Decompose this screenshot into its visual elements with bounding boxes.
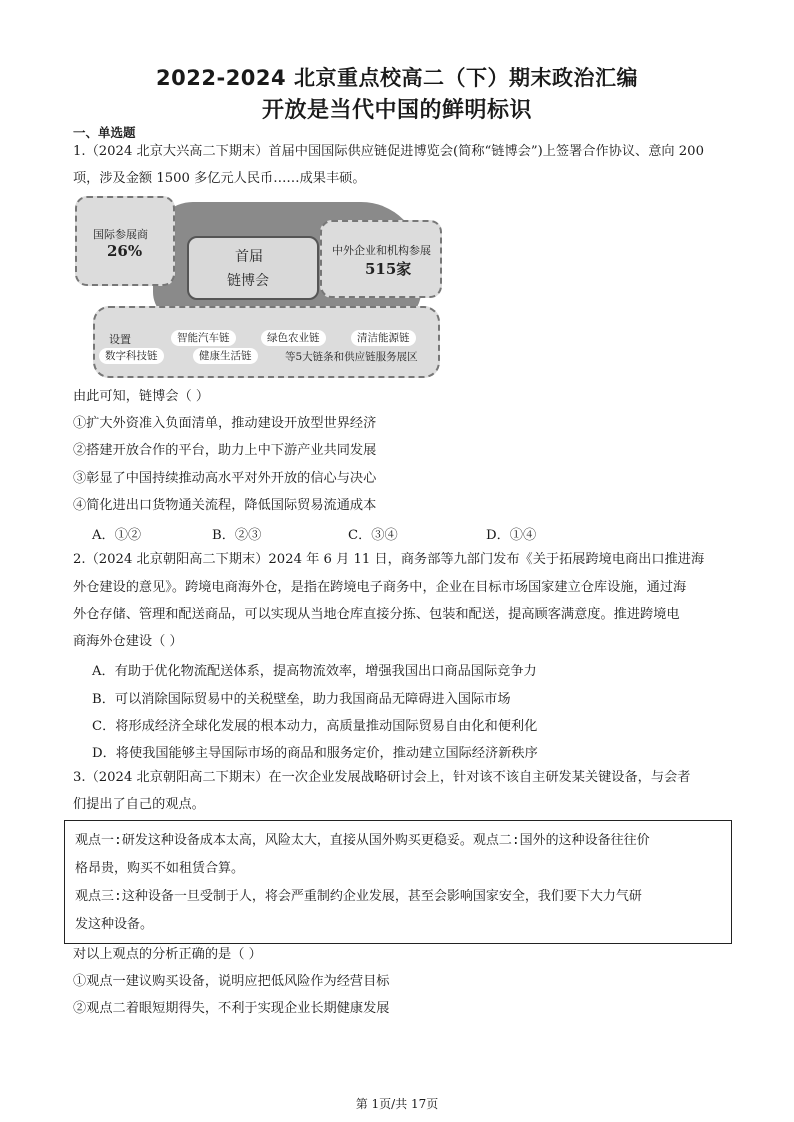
q3-stem: 对以上观点的分析正确的是（ ） bbox=[73, 947, 262, 962]
q1-text-line1: 1.（2024 北京大兴高二下期末）首届中国国际供应链促进博览会(简称“链博会”)上签署合作协议、意向 200 bbox=[73, 144, 704, 159]
figure-chip: 数字科技链 bbox=[99, 348, 164, 364]
figure-center-line2: 链博会 bbox=[227, 273, 269, 289]
figure-chip: 健康生活链 bbox=[193, 348, 258, 364]
q1-text-line2: 项，涉及金额 1500 多亿元人民币……成果丰硕。 bbox=[73, 171, 366, 186]
q2-option-a: A．有助于优化物流配送体系，提高物流效率，增强我国出口商品国际竞争力 bbox=[92, 664, 537, 679]
q3-text-line: 3.（2024 北京朝阳高二下期末）在一次企业发展战略研讨会上，针对该不该自主研发某关键设备，与会者 bbox=[73, 770, 691, 785]
viewpoint-line: 发这种设备。 bbox=[75, 917, 154, 932]
figure-center-line1: 首届 bbox=[235, 249, 263, 265]
section-heading: 一、单选题 bbox=[73, 125, 136, 140]
viewpoint-line: 观点三:这种设备一旦受制于人，将会严重制约企业发展，甚至会影响国家安全，我们要下大力气研 bbox=[75, 889, 642, 904]
page-footer: 第 1页/共 17页 bbox=[355, 1097, 439, 1111]
figure-chip: 清洁能源链 bbox=[351, 330, 416, 346]
q2-text-line: 商海外仓建设（ ） bbox=[73, 634, 183, 649]
q2-option-b: B．可以消除国际贸易中的关税壁垒，助力我国商品无障碍进入国际市场 bbox=[92, 692, 511, 707]
figure-right-label: 中外企业和机构参展 bbox=[332, 244, 431, 257]
q1-option-a: A．①② bbox=[92, 528, 142, 543]
document-title-line1: 2022-2024 北京重点校高二（下）期末政治汇编 bbox=[156, 66, 638, 90]
figure-left-label: 国际参展商 bbox=[93, 228, 148, 241]
q1-option-c: C．③④ bbox=[348, 528, 398, 543]
q1-figure bbox=[75, 196, 442, 380]
q1-stem: 由此可知，链博会（ ） bbox=[73, 389, 210, 404]
q3-text-line: 们提出了自己的观点。 bbox=[73, 797, 205, 812]
viewpoint-line: 格昂贵，购买不如租赁合算。 bbox=[75, 861, 245, 876]
q2-text-line: 2.（2024 北京朝阳高二下期末）2024 年 6 月 11 日，商务部等九部门发布《关于拓展跨境电商出口推进海 bbox=[73, 552, 705, 567]
figure-bottom-suffix: 等5大链条和供应链服务展区 bbox=[285, 351, 418, 363]
q3-viewpoints-box bbox=[64, 820, 732, 944]
q1-item: ②搭建开放合作的平台，助力上中下游产业共同发展 bbox=[73, 443, 377, 458]
q2-option-d: D．将使我国能够主导国际市场的商品和服务定价，推动建立国际经济新秩序 bbox=[92, 746, 538, 761]
q1-item: ①扩大外资准入负面清单，推动建设开放型世界经济 bbox=[73, 416, 377, 431]
q1-option-d: D．①④ bbox=[486, 528, 537, 543]
figure-left-value: 26% bbox=[107, 242, 143, 260]
q3-item: ①观点一建议购买设备，说明应把低风险作为经营目标 bbox=[73, 974, 390, 989]
q2-text-line: 外仓建设的意见》。跨境电商海外仓，是指在跨境电子商务中，企业在目标市场国家建立仓库设施，通过海 bbox=[73, 580, 687, 595]
q1-item: ③彰显了中国持续推动高水平对外开放的信心与决心 bbox=[73, 471, 377, 486]
figure-chip: 智能汽车链 bbox=[171, 330, 236, 346]
q1-item: ④简化进出口货物通关流程，降低国际贸易流通成本 bbox=[73, 498, 377, 513]
q3-item: ②观点二着眼短期得失，不利于实现企业长期健康发展 bbox=[73, 1001, 390, 1016]
document-title-line2: 开放是当代中国的鲜明标识 bbox=[261, 98, 532, 123]
figure-right-value: 515家 bbox=[365, 260, 412, 278]
figure-chip: 绿色农业链 bbox=[261, 330, 326, 346]
q1-option-b: B．②③ bbox=[212, 528, 262, 543]
q2-text-line: 外仓存储、管理和配送商品，可以实现从当地仓库直接分拣、包装和配送，提高顾客满意度。推进跨境电 bbox=[73, 607, 680, 622]
viewpoint-line: 观点一:研发这种设备成本太高，风险太大，直接从国外购买更稳妥。观点二:国外的这种设备往往价 bbox=[75, 833, 650, 848]
figure-bottom-prefix: 设置 bbox=[109, 333, 131, 346]
q2-option-c: C．将形成经济全球化发展的根本动力，高质量推动国际贸易自由化和便利化 bbox=[92, 719, 538, 734]
